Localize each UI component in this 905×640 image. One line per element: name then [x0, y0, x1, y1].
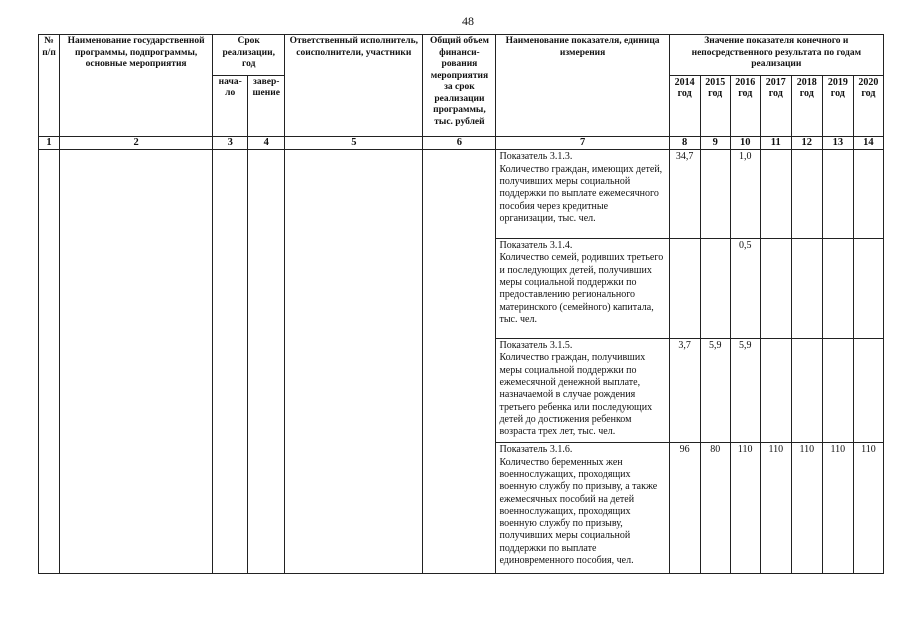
header-program-name: Наименование государственной программы, подпрограммы, основные мероприятия: [60, 35, 213, 137]
header-year: 2016 год: [730, 75, 760, 136]
column-number: 5: [285, 137, 423, 150]
column-number: 7: [496, 137, 669, 150]
program-table: [38, 34, 884, 574]
indicator-cell: Показатель 3.1.6. Количество беременных жен военнослужащих, проходящих военную службу по призыву, а также ежемесячных пособий на детей военнослужащих, проходящих военную службу по призыву, получивших меры социальной поддержки по выплате единовременного пособия, чел.: [496, 443, 669, 574]
indicator-cell: Показатель 3.1.5. Количество граждан, получивших меры социальной поддержки по ежемесячной денежной выплате, назначаемой в случае рождения третьего ребенка или последующих детей до достижения ребенком возраста трех лет, тыс. чел.: [496, 339, 669, 443]
value-cell: 3,7: [669, 339, 700, 443]
value-cell: 110: [791, 443, 822, 574]
column-number: 1: [39, 137, 60, 150]
value-cell: 0,5: [730, 239, 760, 339]
value-cell: [853, 150, 883, 239]
value-cell: [700, 150, 730, 239]
header-year: 2020 год: [853, 75, 883, 136]
header-responsible: Ответственный исполнитель, соисполнители, участники: [285, 35, 423, 137]
value-cell: 5,9: [730, 339, 760, 443]
header-year: 2018 год: [791, 75, 822, 136]
empty-cell: [213, 150, 248, 574]
empty-cell: [39, 150, 60, 574]
value-cell: 96: [669, 443, 700, 574]
value-cell: [791, 339, 822, 443]
empty-cell: [248, 150, 285, 574]
column-number: 3: [213, 137, 248, 150]
column-number: 6: [423, 137, 496, 150]
value-cell: [791, 239, 822, 339]
value-cell: [700, 239, 730, 339]
value-cell: [791, 150, 822, 239]
column-number: 14: [853, 137, 883, 150]
header-year: 2019 год: [822, 75, 853, 136]
table-row: [39, 150, 884, 239]
header-end: завер-шение: [248, 75, 285, 136]
value-cell: [822, 150, 853, 239]
indicator-cell: Показатель 3.1.4. Количество семей, родивших третьего и последующих детей, получивших меры социальной поддержки по предоставлению регионального материнского (семейного) капитала, тыс. чел.: [496, 239, 669, 339]
value-cell: 80: [700, 443, 730, 574]
column-number: 2: [60, 137, 213, 150]
header-period: Срок реализации, год: [213, 35, 285, 76]
column-number: 11: [760, 137, 791, 150]
value-cell: 110: [822, 443, 853, 574]
header-start: нача-ло: [213, 75, 248, 136]
empty-cell: [285, 150, 423, 574]
value-cell: [760, 239, 791, 339]
value-cell: 1,0: [730, 150, 760, 239]
empty-cell: [60, 150, 213, 574]
value-cell: [853, 339, 883, 443]
empty-cell: [423, 150, 496, 574]
value-cell: 110: [760, 443, 791, 574]
column-number: 8: [669, 137, 700, 150]
value-cell: [822, 239, 853, 339]
value-cell: 34,7: [669, 150, 700, 239]
header-row-1: [39, 35, 884, 76]
value-cell: [669, 239, 700, 339]
column-number: 4: [248, 137, 285, 150]
header-num: № п/п: [39, 35, 60, 137]
column-number: 13: [822, 137, 853, 150]
header-values: Значение показателя конечного и непосредственного результата по годам реализации: [669, 35, 883, 76]
value-cell: 5,9: [700, 339, 730, 443]
column-number: 10: [730, 137, 760, 150]
value-cell: [760, 339, 791, 443]
column-number-row: [39, 137, 884, 150]
value-cell: 110: [853, 443, 883, 574]
column-number: 12: [791, 137, 822, 150]
page-number: 48: [462, 14, 474, 28]
value-cell: [760, 150, 791, 239]
header-funding: Общий объем финанси-рования мероприятия за срок реализации программы, тыс. рублей: [423, 35, 496, 137]
value-cell: [853, 239, 883, 339]
header-year: 2015 год: [700, 75, 730, 136]
value-cell: [822, 339, 853, 443]
header-indicator: Наименование показателя, единица измерения: [496, 35, 669, 137]
value-cell: 110: [730, 443, 760, 574]
header-year: 2017 год: [760, 75, 791, 136]
column-number: 9: [700, 137, 730, 150]
indicator-cell: Показатель 3.1.3. Количество граждан, имеющих детей, получивших меры социальной поддержки по выплате ежемесячного пособия через кредитные организации, тыс. чел.: [496, 150, 669, 239]
header-year: 2014 год: [669, 75, 700, 136]
